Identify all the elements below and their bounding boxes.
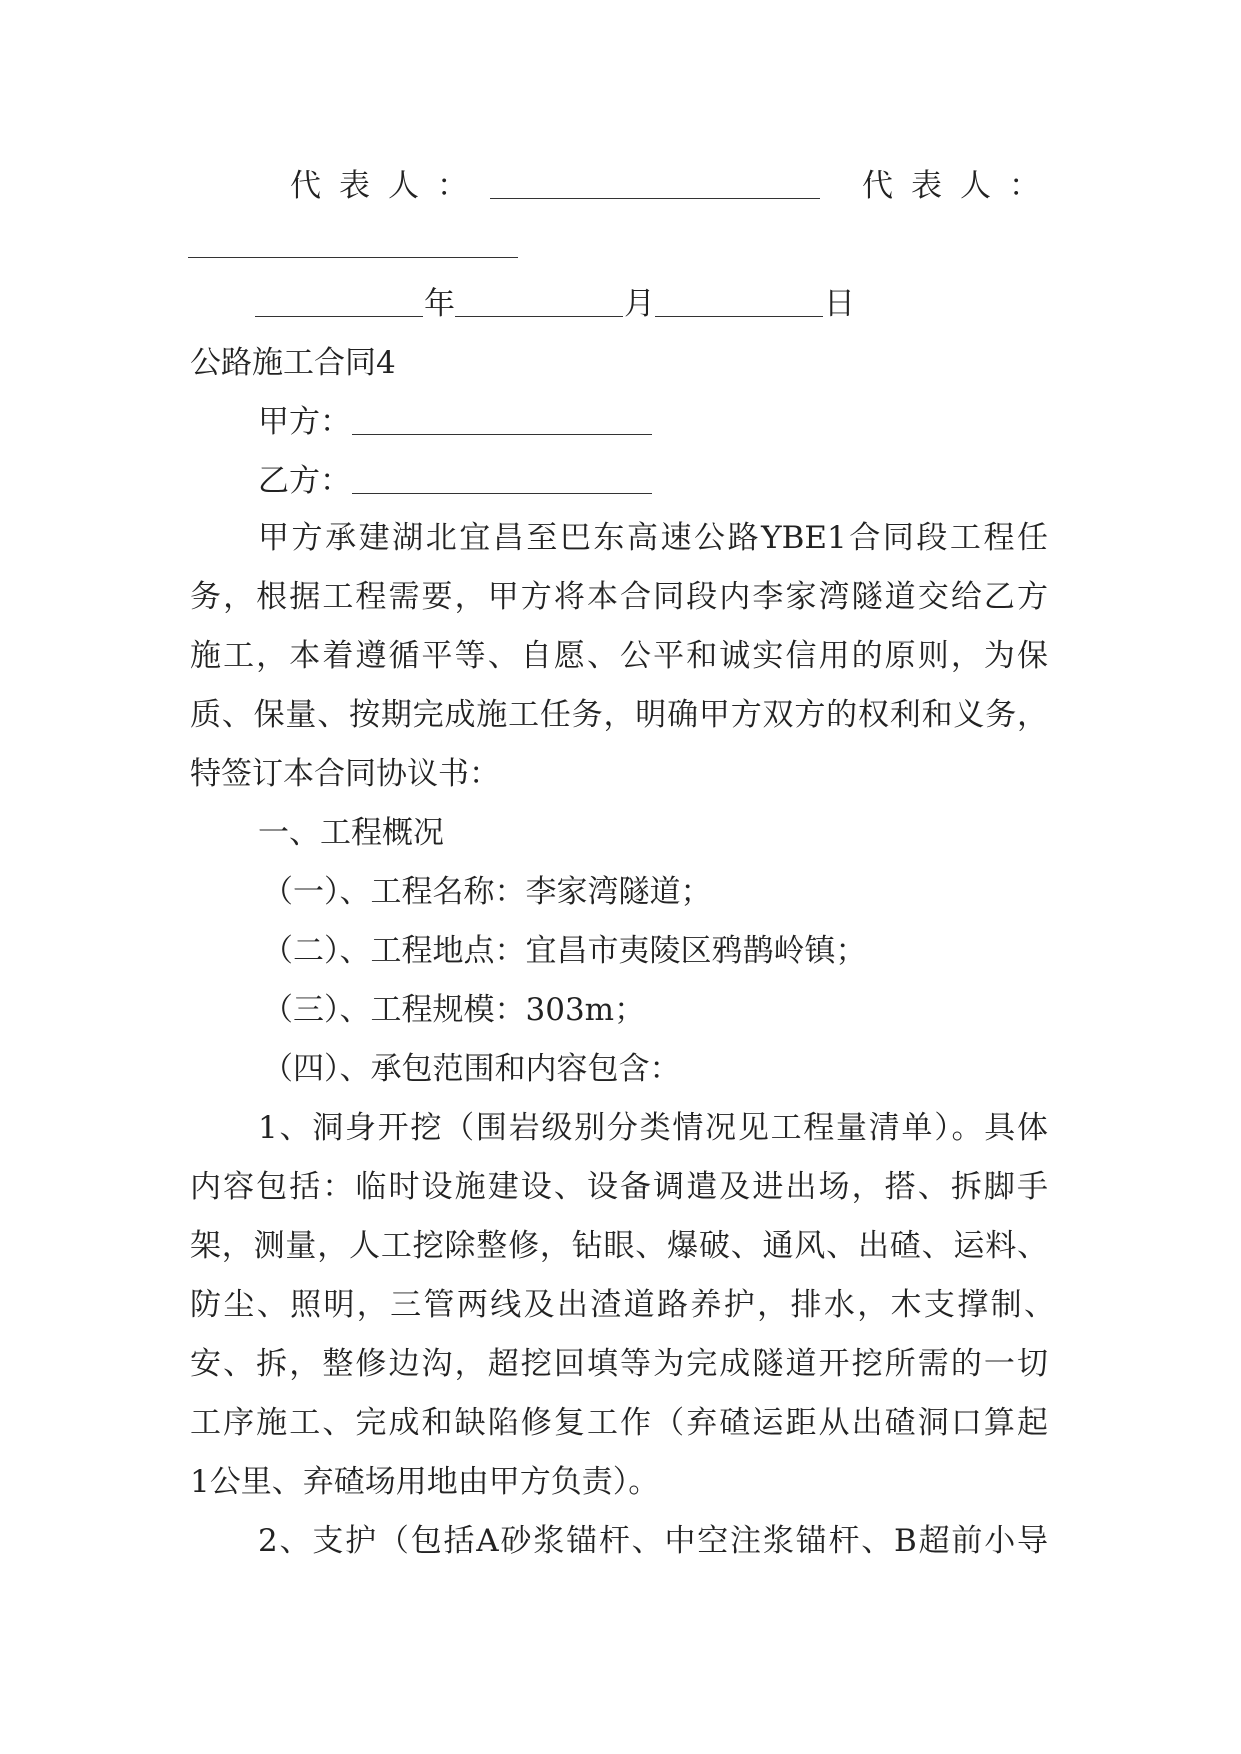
rep-a-label: 代表人： — [290, 168, 486, 204]
intro-line: 务，根据工程需要，甲方将本合同段内李家湾隧道交给乙方 — [190, 579, 1048, 615]
intro-line: 特签订本合同协议书： — [190, 756, 500, 792]
intro-line: 甲方承建湖北宜昌至巴东高速公路YBE1合同段工程任 — [258, 520, 1048, 556]
year-blank — [255, 316, 423, 317]
para1-line: 工序施工、完成和缺陷修复工作（弃碴运距从出碴洞口算起 — [190, 1405, 1048, 1441]
intro-line: 质、保量、按期完成施工任务，明确甲方双方的权利和义务， — [190, 697, 1048, 733]
contract-title: 公路施工合同4 — [190, 345, 396, 381]
para2-line: 2、支护（包括A砂浆锚杆、中空注浆锚杆、B超前小导 — [258, 1523, 1048, 1559]
day-label: 日 — [824, 286, 855, 322]
para1-line: 1公里、弃碴场用地由甲方负责）。 — [190, 1464, 660, 1500]
list-item: （四）、承包范围和内容包含： — [262, 1051, 681, 1087]
party-b-blank — [352, 493, 652, 494]
month-blank — [455, 316, 623, 317]
rep-b-blank — [188, 257, 518, 258]
para1-line: 内容包括：临时设施建设、设备调遣及进出场，搭、拆脚手 — [190, 1169, 1048, 1205]
year-label: 年 — [424, 286, 455, 322]
party-a-blank — [352, 434, 652, 435]
day-blank — [655, 316, 823, 317]
para1-line: 防尘、照明，三管两线及出渣道路养护，排水，木支撑制、 — [190, 1287, 1055, 1323]
month-label: 月 — [624, 286, 655, 322]
para1-line: 安、拆，整修边沟，超挖回填等为完成隧道开挖所需的一切 — [190, 1346, 1048, 1382]
list-item: （一）、工程名称：李家湾隧道； — [262, 874, 712, 910]
rep-a-blank — [490, 198, 820, 199]
party-a-label: 甲方： — [258, 404, 351, 440]
section-heading: 一、工程概况 — [258, 815, 444, 851]
list-item: （三）、工程规模：303m； — [262, 992, 646, 1028]
para1-line: 架，测量，人工挖除整修，钻眼、爆破、通风、出碴、运料、 — [190, 1228, 1048, 1264]
para1-line: 1、洞身开挖（围岩级别分类情况见工程量清单）。具体 — [258, 1110, 1048, 1146]
intro-line: 施工，本着遵循平等、自愿、公平和诚实信用的原则，为保 — [190, 638, 1048, 674]
party-b-label: 乙方： — [258, 463, 351, 499]
list-item: （二）、工程地点：宜昌市夷陵区鸦鹊岭镇； — [262, 933, 867, 969]
rep-b-label: 代表人： — [862, 168, 1058, 204]
